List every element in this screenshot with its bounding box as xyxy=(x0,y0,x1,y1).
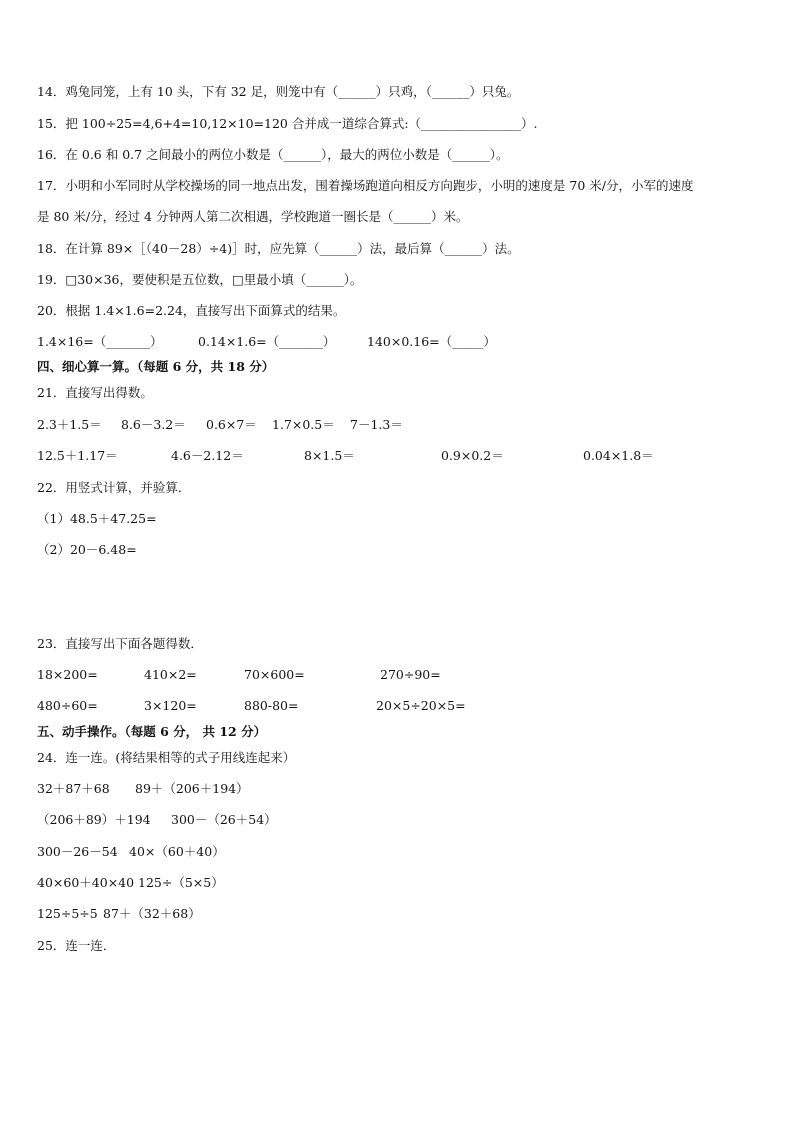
q21-r1-item-5: 7－1.3＝ xyxy=(350,417,403,432)
q21-r2-item-5: 0.04×1.8＝ xyxy=(583,448,654,463)
q24-right-3: 40×（60＋40） xyxy=(129,844,225,859)
q20-item-3: 140×0.16=（_____） xyxy=(367,334,496,349)
q21-r2-item-3: 8×1.5＝ xyxy=(304,448,355,463)
q21-r2-item-1: 12.5＋1.17＝ xyxy=(37,448,118,463)
q21-r2-item-2: 4.6－2.12＝ xyxy=(171,448,244,463)
q21-r2-item-4: 0.9×0.2＝ xyxy=(441,448,504,463)
q24-right-1: 89＋（206＋194） xyxy=(135,781,249,796)
question-18: 18．在计算 89×［（40－28）÷4)］时，应先算（______）法，最后算（______）法。 xyxy=(37,241,520,256)
question-17-line-1: 17．小明和小军同时从学校操场的同一地点出发，围着操场跑道向相反方向跑步，小明的速度是 70 米/分，小军的速度 xyxy=(37,178,694,193)
question-14: 14．鸡兔同笼，上有 10 头，下有 32 足，则笼中有（______）只鸡，（______）只兔。 xyxy=(37,84,520,99)
q24-right-2: 300－（26＋54） xyxy=(171,812,277,827)
question-17-line-2: 是 80 米/分，经过 4 分钟两人第二次相遇，学校跑道一圈长是（______）米。 xyxy=(37,209,469,224)
question-21: 21．直接写出得数。 xyxy=(37,385,153,400)
q23-r1-item-3: 70×600= xyxy=(244,667,305,682)
question-15: 15．把 100÷25=4,6+4=10,12×10=120 合并成一道综合算式:（________________）. xyxy=(37,116,538,131)
q24-left-2: （206＋89）＋194 xyxy=(37,812,151,827)
question-16: 16．在 0.6 和 0.7 之间最小的两位小数是（______），最大的两位小数是（______）。 xyxy=(37,147,509,162)
q23-r1-item-4: 270÷90= xyxy=(380,667,441,682)
section-4-heading: 四、细心算一算。（每题 6 分，共 18 分） xyxy=(37,359,275,374)
question-20: 20．根据 1.4×1.6=2.24，直接写出下面算式的结果。 xyxy=(37,303,346,318)
q23-r2-item-4: 20×5÷20×5= xyxy=(376,698,466,713)
question-24: 24．连一连。(将结果相等的式子用线连起来） xyxy=(37,750,296,765)
q24-left-3: 300－26－54 xyxy=(37,844,118,859)
q24-right-5: 87＋（32＋68） xyxy=(103,906,201,921)
q22-part-1: （1）48.5＋47.25= xyxy=(37,511,157,526)
question-22: 22．用竖式计算，并验算． xyxy=(37,480,191,495)
q22-part-2: （2）20－6.48= xyxy=(37,542,137,557)
q21-r1-item-1: 2.3＋1.5＝ xyxy=(37,417,102,432)
q24-right-4: 125÷（5×5） xyxy=(138,875,224,890)
question-23: 23．直接写出下面各题得数． xyxy=(37,636,203,651)
q21-r1-item-4: 1.7×0.5＝ xyxy=(272,417,335,432)
q23-r2-item-3: 880-80= xyxy=(244,698,299,713)
q24-left-5: 125÷5÷5 xyxy=(37,906,98,921)
question-25: 25．连一连． xyxy=(37,938,116,953)
section-5-heading: 五、动手操作。（每题 6 分， 共 12 分） xyxy=(37,724,267,739)
q23-r2-item-1: 480÷60= xyxy=(37,698,98,713)
q21-r1-item-2: 8.6－3.2＝ xyxy=(121,417,186,432)
q20-item-1: 1.4×16=（_______） xyxy=(37,334,163,349)
q21-r1-item-3: 0.6×7＝ xyxy=(206,417,257,432)
question-19: 19．□30×36，要使积是五位数，□里最小填（______）。 xyxy=(37,272,363,287)
q23-r2-item-2: 3×120= xyxy=(144,698,197,713)
q23-r1-item-1: 18×200= xyxy=(37,667,98,682)
q24-left-4: 40×60＋40×40 xyxy=(37,875,135,890)
q20-item-2: 0.14×1.6=（_______） xyxy=(198,334,336,349)
q23-r1-item-2: 410×2= xyxy=(144,667,197,682)
q24-left-1: 32＋87＋68 xyxy=(37,781,110,796)
